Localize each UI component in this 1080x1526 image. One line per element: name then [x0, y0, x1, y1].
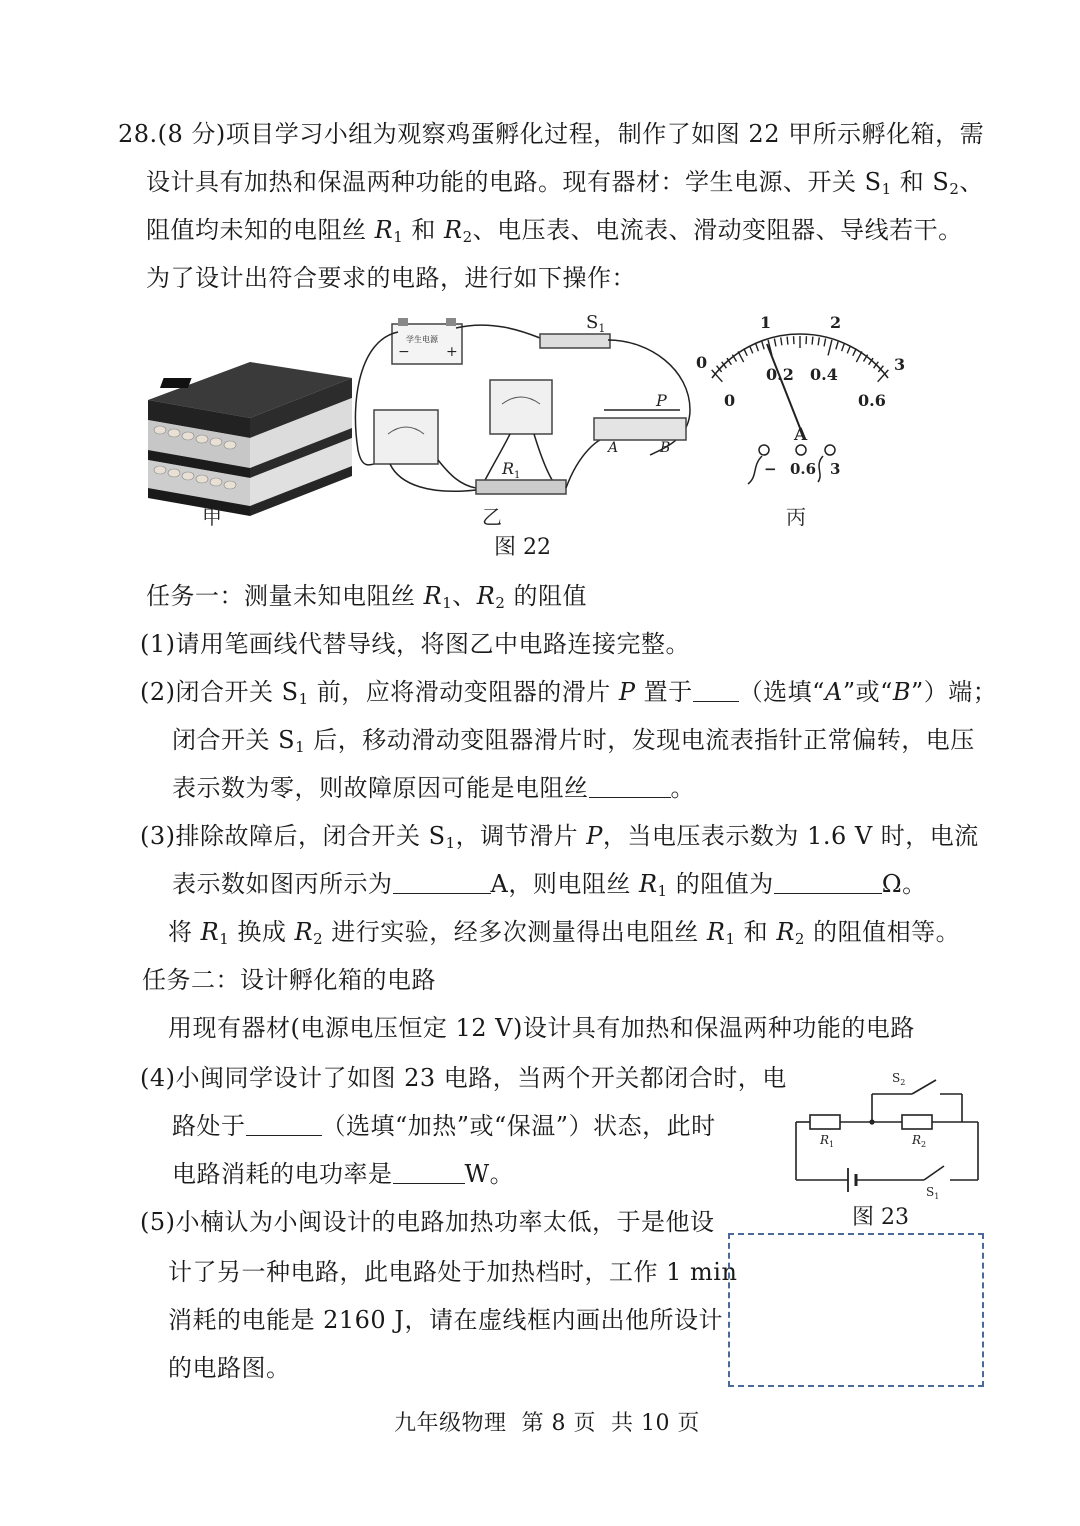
dial-tick	[847, 346, 850, 353]
question-number: 28.	[118, 120, 158, 148]
dial-tick	[842, 344, 845, 352]
fig23-r2-label: $R_2$	[912, 1133, 927, 1149]
incubator-illustration	[148, 362, 352, 516]
rheostat-p-label: P	[656, 391, 667, 410]
fig23-s2-label: $S_2$	[892, 1071, 906, 1087]
figure-22	[130, 300, 930, 540]
junction-dot-icon	[869, 1119, 874, 1124]
label-jia: 甲	[202, 505, 222, 529]
switch-s1-label: $S_1$	[586, 312, 606, 335]
answer-blank-q3a[interactable]	[393, 869, 491, 894]
dial-tick	[856, 351, 862, 362]
q5-line-2: 计了另一种电路，此电路处于加热档时，工作 1 min	[168, 1258, 738, 1286]
q4-line-1: (4)小闽同学设计了如图 23 电路，当两个开关都闭合时，电	[140, 1064, 787, 1092]
answer-blank-q4a[interactable]	[246, 1111, 322, 1136]
task1-title: 任务一：测量未知电阻丝 $R_1$、$R_2$ 的阻值	[146, 582, 588, 612]
rheostat-b-label: B	[660, 440, 671, 456]
q2-line-3: 表示数为零，则故障原因可能是电阻丝 。	[172, 774, 695, 802]
q5-line-3: 消耗的电能是 2160 J，请在虚线框内画出他所设计	[168, 1306, 723, 1334]
dial-tick	[836, 342, 838, 350]
q3-line-2: 表示数如图丙所示为 A，则电阻丝 $R_1$ 的阻值为 Ω。	[172, 870, 927, 900]
plus-terminal-icon: +	[446, 344, 458, 360]
dial-tick	[750, 346, 753, 353]
label-bing: 丙	[786, 505, 806, 529]
figure-23-caption: 图 23	[852, 1205, 909, 1230]
label-yi: 乙	[482, 505, 502, 529]
power-supply-label: 学生电源	[406, 335, 438, 344]
answer-drawing-box[interactable]	[728, 1233, 984, 1387]
dial-tick	[853, 349, 856, 356]
answer-blank-q3b[interactable]	[774, 869, 882, 894]
dial-tick	[781, 337, 782, 345]
ammeter-dial	[712, 334, 889, 428]
dial-unit: A	[794, 425, 808, 445]
answer-blank-q4b[interactable]	[393, 1159, 465, 1184]
fig23-r1-label: $R_1$	[820, 1133, 835, 1149]
dial-tick	[738, 351, 744, 362]
dial-tick	[828, 340, 832, 356]
rheostat-a-label: A	[608, 440, 619, 456]
q3-line-1: (3)排除故障后，闭合开关 $S_1$，调节滑片 P，当电压表示数为 1.6 V 时，电流	[140, 822, 979, 852]
resistor-r1-label: $R_1$	[502, 459, 521, 481]
figure-23	[790, 1060, 990, 1200]
minus-terminal-icon: −	[398, 344, 410, 360]
terminal-minus: −	[764, 460, 777, 478]
terminal-3: 3	[830, 460, 841, 478]
figure-22-caption: 图 22	[494, 535, 551, 560]
page-footer: 九年级物理 第 8 页 共 10 页	[394, 1411, 700, 1436]
q2-line-2: 闭合开关 $S_1$ 后，移动滑动变阻器滑片时，发现电流表指针正常偏转，电压	[172, 726, 975, 756]
task2-title: 任务二：设计孵化箱的电路	[142, 966, 436, 994]
q2-line-1: (2)闭合开关 $S_1$ 前，应将滑动变阻器的滑片 P 置于 （选填“A”或“B”）端；	[140, 678, 998, 708]
dial-outer-3: 3	[894, 355, 906, 374]
dial-inner-06: 0.6	[858, 391, 886, 410]
q5-line-1: (5)小楠认为小闽设计的电路加热功率太低，于是他设	[140, 1208, 715, 1236]
question-line-3: 阻值均未知的电阻丝 $R_1$ 和 $R_2$、电压表、电流表、滑动变阻器、导线若干。	[146, 216, 963, 246]
dial-outer-2: 2	[830, 313, 842, 332]
dial-tick	[774, 339, 776, 347]
dial-tick	[787, 337, 788, 345]
dial-tick	[812, 337, 813, 345]
dial-tick	[818, 337, 819, 345]
dial-inner-0: 0	[724, 391, 736, 410]
question-line-1: 28.(8 分)项目学习小组为观察鸡蛋孵化过程，制作了如图 22 甲所示孵化箱，需	[118, 120, 985, 148]
question-points: (8 分)	[157, 120, 226, 148]
dial-inner-04: 0.4	[810, 365, 838, 384]
q4-line-2: 路处于 （选填“加热”或“保温”）状态，此时	[172, 1112, 716, 1140]
fig23-s1-label: $S_1$	[926, 1185, 940, 1200]
dial-outer-1: 1	[760, 313, 772, 332]
terminal-06: 0.6	[790, 460, 817, 478]
dial-tick	[756, 344, 759, 352]
q5-line-4: 的电路图。	[168, 1354, 291, 1382]
dial-outer-0: 0	[696, 353, 708, 372]
question-line-2: 设计具有加热和保温两种功能的电路。现有器材：学生电源、开关 $S_1$ 和 $S_2$、	[146, 168, 984, 198]
dial-tick	[744, 349, 747, 356]
dial-inner-02: 0.2	[766, 365, 794, 384]
q4-line-3: 电路消耗的电功率是 W。	[172, 1160, 515, 1188]
question-line-4: 为了设计出符合要求的电路，进行如下操作：	[146, 264, 636, 292]
dial-tick	[824, 339, 826, 347]
dial-tick	[762, 342, 764, 350]
answer-blank-q2a[interactable]	[693, 677, 739, 702]
q3-line-3: 将 $R_1$ 换成 $R_2$ 进行实验，经多次测量得出电阻丝 $R_1$ 和 $R_2$ 的阻值相等。	[168, 918, 961, 948]
q1-line: (1)请用笔画线代替导线，将图乙中电路连接完整。	[140, 630, 690, 658]
answer-blank-q2b[interactable]	[589, 773, 671, 798]
task2-intro: 用现有器材(电源电压恒定 12 V)设计具有加热和保温两种功能的电路	[168, 1014, 915, 1042]
